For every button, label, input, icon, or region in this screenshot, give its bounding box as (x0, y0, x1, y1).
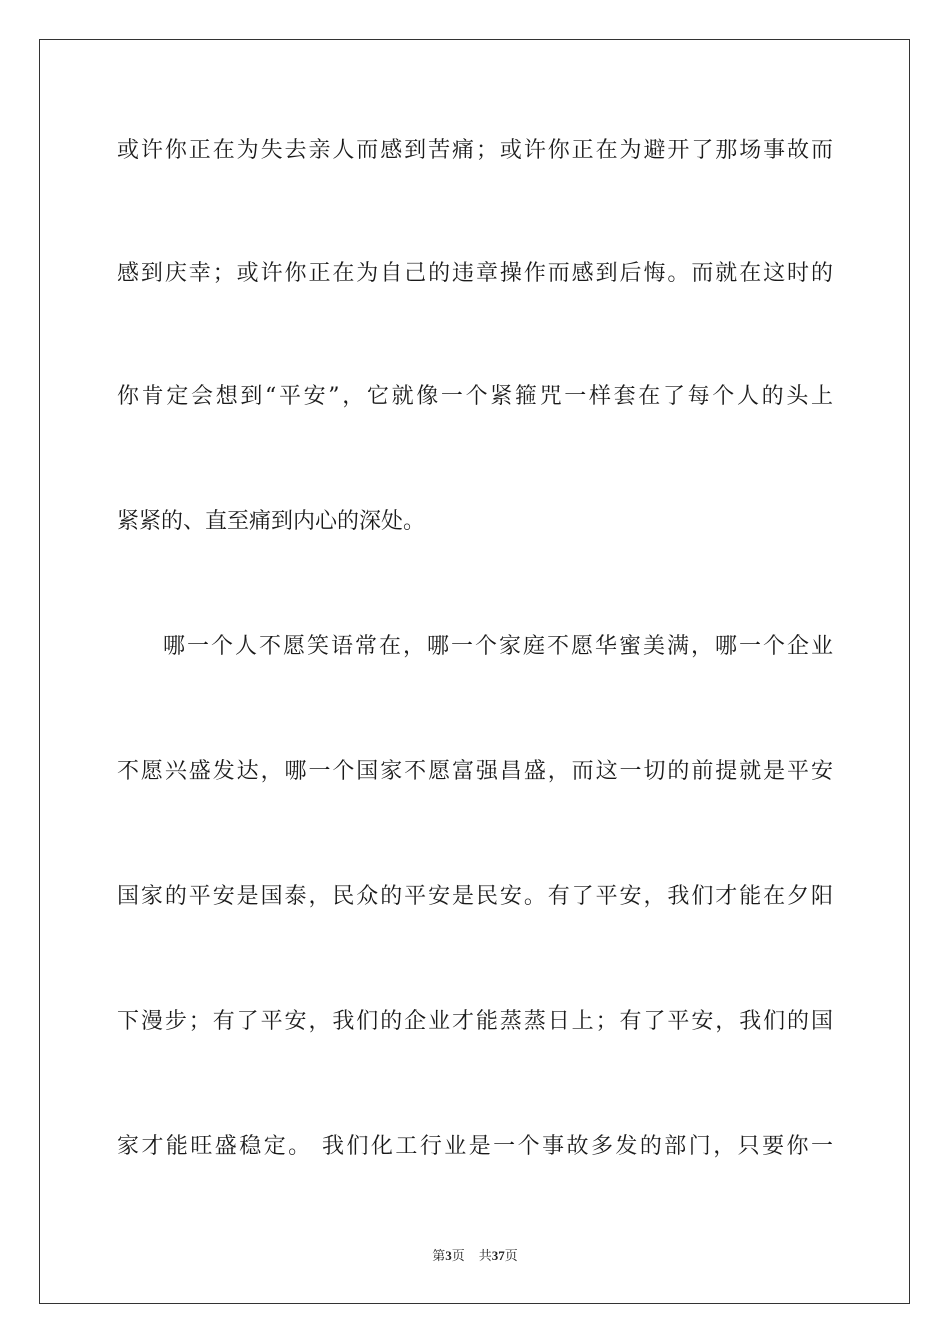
text-line: 感到庆幸；或许你正在为自己的违章操作而感到后悔。而就在这时的 (117, 261, 833, 286)
text-line: 家才能旺盛稳定。 我们化工行业是一个事故多发的部门，只要你一 (117, 1134, 833, 1159)
text-line: 不愿兴盛发达，哪一个国家不愿富强昌盛，而这一切的前提就是平安 (117, 759, 833, 784)
total-pages: 37 (491, 1248, 505, 1263)
page-border (39, 39, 910, 1304)
total-prefix: 共 (478, 1249, 492, 1264)
text-line: 下漫步；有了平安，我们的企业才能蒸蒸日上；有了平安，我们的国 (117, 1009, 833, 1034)
total-suffix: 页 (504, 1249, 518, 1264)
text-line: 或许你正在为失去亲人而感到苦痛；或许你正在为避开了那场事故而 (117, 138, 833, 163)
text-line: 国家的平安是国泰，民众的平安是民安。有了平安，我们才能在夕阳 (117, 884, 833, 909)
text-line: 你肯定会想到“平安”，它就像一个紧箍咒一样套在了每个人的头上 (117, 384, 833, 409)
page-number: 3 (445, 1248, 452, 1263)
page-prefix: 第 (432, 1249, 446, 1264)
page-footer (0, 1246, 950, 1267)
paragraph-first-line: 哪一个人不愿笑语常在，哪一个家庭不愿华蜜美满，哪一个企业 (163, 634, 833, 659)
text-line: 紧紧的、直至痛到内心的深处。 (117, 509, 426, 534)
page-suffix: 页 (451, 1249, 465, 1264)
